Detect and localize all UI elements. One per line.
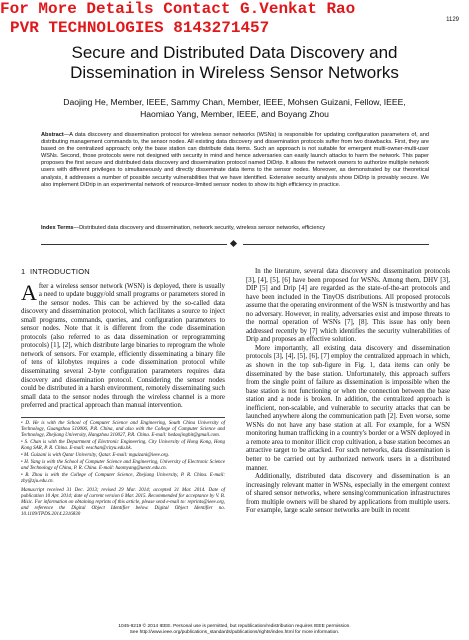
intro-paragraph-3: More importantly, all existing data discovery and dissemination protocols [3], [4], [5], [6], [7] employ the centralized approach in which, as shown in the top sub-figure in Fig. 1, data items can only be disseminated by the base station. Unfortunately, this approach suffers from the single point of failure as dissemination is impossible when the base station is not functioning or when the connection between the base station and a node is broken. In addition, the centralized approach is inefficient, non-scalable, and vulnerable to security attacks that can be launched anywhere along the communication path [2]. Even worse, some WSNs do not have any base station at all. For example, for a WSN monitoring human trafficking in a country's border or a WSN deployed in a remote area to monitor illicit crop cultivation, a base station becomes an attractive target to be attacked. For such networks, data dissemination is better to be carried out by authorized network users in a distributed manner.	[246, 344, 450, 472]
footnote-3: • M. Guizani is with Qatar University, Qatar. E-mail: mguizani@ieee.org.	[21, 452, 170, 458]
abstract-text: —A data discovery and dissemination protocol for wireless sensor networks (WSNs) is responsible for updating configuration parameters of, and distributing management commands to, the sensor nodes. All existing data discovery and dissemination protocols suffer from two drawbacks. First, they are based on the centralized approach; only the base station can distribute data items. Such an approach is not suitable for emergent multi-owner-multi-user WSNs. Second, those protocols were not designed with security in mind and hence adversaries can easily launch attacks to harm the network. This paper proposes the first secure and distributed data discovery and dissemination protocol named DiDrip. It allows the network owners to authorize multiple network users with different privileges to simultaneously and directly disseminate data items to the sensor nodes. Moreover, as demonstrated by our theoretical analysis, it addresses a number of possible security vulnerabilities that we have identified. Extensive security analysis show DiDrip is provably secure. We also implement DiDrip in an experimental network of resource-limited sensor nodes to show its high efficiency in practice.	[41, 132, 429, 188]
footnote-2: • S. Chan is with the Department of Electronic Engineering, City University of Hong Kong, Hong Kong SAR, P. R. China. E-mail: eeschan@cityu.edu.hk.	[21, 439, 225, 451]
promo-line-1: For More Details Contact G.Venkat Rao	[0, 0, 356, 18]
diamond-icon	[230, 240, 237, 247]
index-terms	[41, 225, 429, 232]
intro-paragraph-2: In the literature, several data discovery and dissemination protocols [3], [4], [5], [6] have been proposed for WSNs. Among them, DHV [3], DIP [5] and Drip [4] are regarded as the state-of-the-art protocols and have been included in the TinyOS distributions. All proposed protocols assume that the operating environment of the WSN is trustworthy and has no adversary. However, in reality, adversaries exist and impose threats to the normal operation of WSNs [7], [8]. This issue has only been addressed recently by [7] which identifies the security vulnerabilities of Drip and proposes an effective solution.	[246, 268, 450, 344]
left-column	[21, 268, 225, 518]
footnotes	[21, 417, 225, 519]
abstract	[41, 132, 429, 189]
intro-paragraph-1	[21, 279, 225, 411]
footnote-5: • B. Zhou is with the College of Computer Science, Zhejiang University, P. R. China. E-mail: zby@zju.edu.cn.	[21, 473, 225, 485]
title-line-2: Dissemination in Wireless Sensor Networks	[70, 63, 399, 82]
authors-line-2: Haomiao Yang, Member, IEEE, and Boyang Zhou	[140, 109, 329, 119]
title-line-1: Secure and Distributed Data Discovery and	[71, 43, 398, 62]
intro-paragraph-1-text: fter a wireless sensor network (WSN) is deployed, there is usually a need to update buggy/old small programs or parameters stored in the sensor nodes. This can be achieved by the so-called data discovery and dissemination protocol, which facilitates a source to inject small programs, commands, queries, and configuration parameters to sensor nodes. Note that it is different from the code dissemination protocols (also referred to as data dissemination or reprogramming protocols) [1], [2], which distribute large binaries to reprogram the whole network of sensors. For example, efficiently disseminating a binary file of tens of kilobytes requires a code dissemination protocol while disseminating several 2-byte configuration parameters requires data discovery and dissemination protocol. Considering the sensor nodes could be distributed in a harsh environment, remotely disseminating such small data to the sensor nodes through the wireless channel is a more preferred and practical approach than manual intervention.	[21, 282, 225, 410]
page-number: 1129	[446, 17, 459, 23]
index-terms-text: —Distributed data discovery and dissemination, network security, wireless sensor networks, efficiency	[73, 225, 326, 231]
footnote-4: • H. Yang is with the School of Computer Science and Engineering, University of Electronic Science and Technology of China, P. R. China. E-mail: haomyang@uestc.edu.cn.	[21, 460, 225, 472]
section-heading	[21, 268, 225, 277]
section-title: INTRODUCTION	[29, 267, 90, 276]
divider-line-left	[41, 244, 227, 245]
right-column	[246, 268, 450, 516]
intro-paragraph-4: Additionally, distributed data discovery and dissemination is an increasingly relevant matter in WSNs, especially in the emergent context of shared sensor networks, where sensing/communication infrastructures from multiple owners will be shared by applications from multiple users. For example, large scale sensor networks are built in recent	[246, 473, 450, 515]
author-list	[0, 96, 469, 120]
section-number: 1	[21, 267, 26, 276]
copyright-line-1: 1045-9219 © 2014 IEEE. Personal use is permitted, but republication/redistribution requires IEEE permission.	[118, 624, 351, 629]
paper-title	[0, 43, 469, 83]
abstract-label: Abstract	[41, 132, 64, 138]
manuscript-info: Manuscript received 31 Dec. 2013; revised 29 Mar. 2014; accepted 31 Mar. 2014. Date of publication 10 Apr. 2014; date of current version 6 Mar. 2015. Recommended for acceptance by V. B. Misic. For information on obtaining reprints of this article, please send e-mail to: reprints@ieee.org, and reference the Digital Object Identifier below. Digital Object Identifier no. 10.1109/TPDS.2014.2316830	[21, 488, 225, 518]
promo-banner	[0, 0, 356, 38]
index-terms-label: Index Terms	[41, 225, 74, 231]
divider-line-right	[243, 244, 429, 245]
authors-line-1: Daojing He, Member, IEEE, Sammy Chan, Member, IEEE, Mohsen Guizani, Fellow, IEEE,	[63, 97, 406, 107]
copyright-notice	[0, 624, 469, 636]
section-divider	[41, 240, 429, 248]
drop-cap: A	[21, 279, 37, 305]
promo-line-2: PVR TECHNOLOGIES 8143271457	[10, 19, 270, 37]
footnote-1: • D. He is with the School of Computer Science and Engineering, South China University of Technology, Guangzhou 510006, P.R. China, and also with the College of Computer Science and Technology, Zhejiang University, Hangzhou 310027, P.R. China. E-mail: hedaojinghit@gmail.com.	[21, 420, 225, 438]
copyright-line-2: See http://www.ieee.org/publications_standards/publications/rights/index.html for more information.	[129, 630, 340, 635]
